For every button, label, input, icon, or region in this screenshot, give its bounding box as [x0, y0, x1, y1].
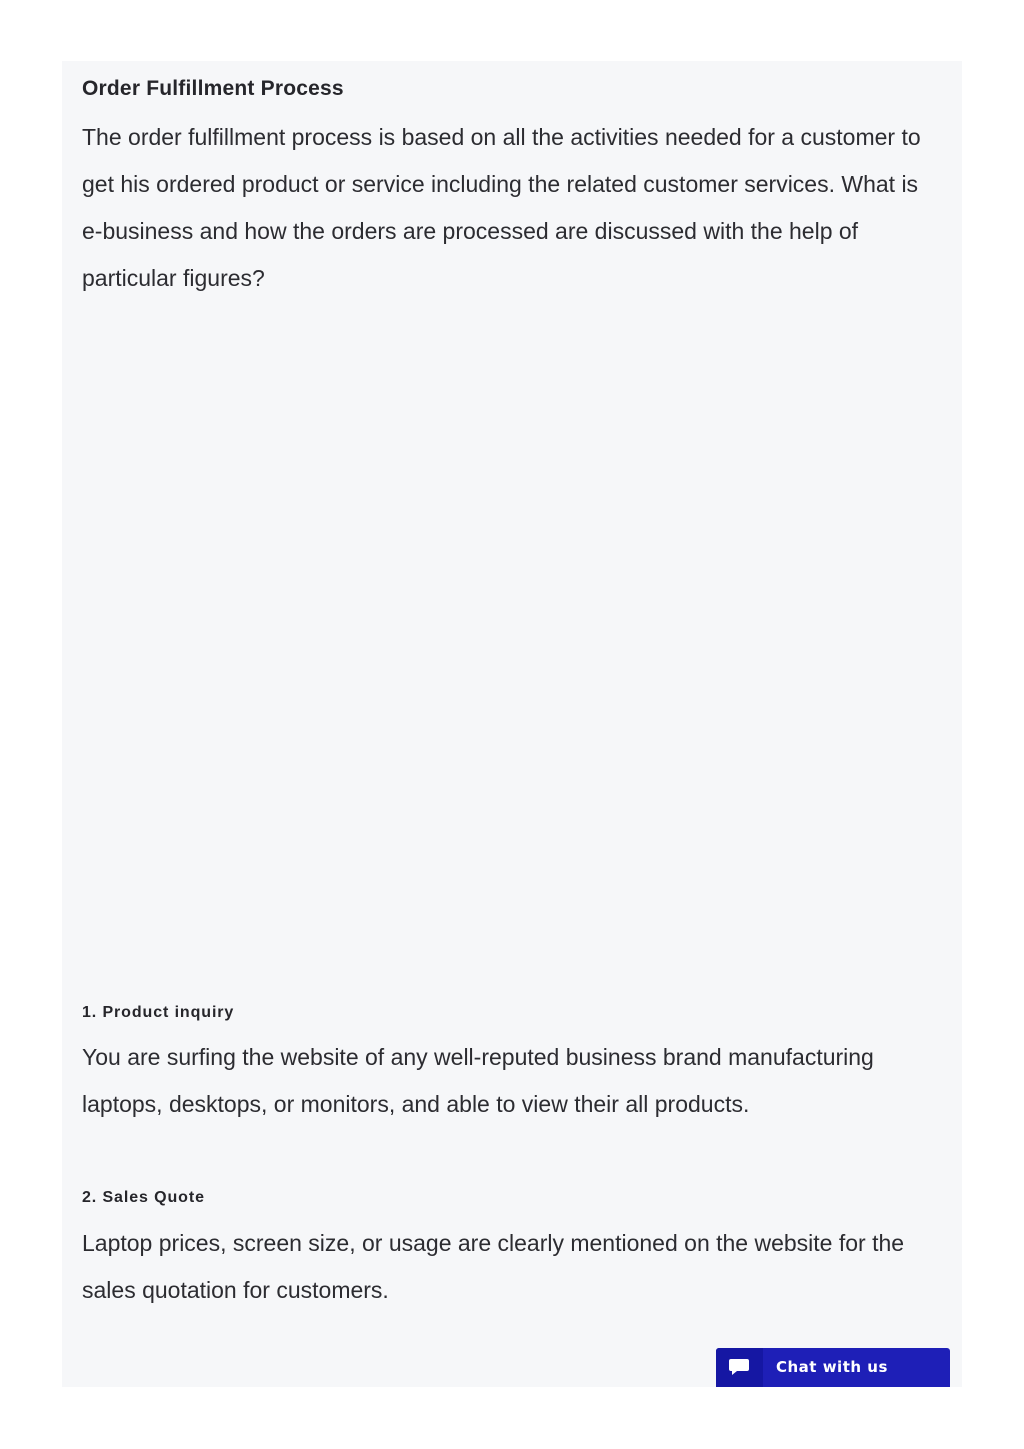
chat-label: Chat with us — [776, 1358, 888, 1376]
chat-with-us-button[interactable] — [716, 1348, 950, 1387]
chat-bubble-icon — [728, 1356, 750, 1378]
intro-paragraph: The order fulfillment process is based on all the activities needed for a customer to get his ordered product or service including the related customer services. What is e-business and how the orders are processed are discussed with the help of particular figures? — [82, 124, 921, 291]
section-heading-product-inquiry: 1. Product inquiry — [82, 1004, 235, 1021]
chat-icon-box — [716, 1348, 763, 1387]
section-body-product-inquiry: You are surfing the website of any well-reputed business brand manufacturing laptops, desktops, or monitors, and able to view their all products. — [82, 1044, 874, 1117]
article-title: Order Fulfillment Process — [82, 77, 344, 100]
section-body-sales-quote: Laptop prices, screen size, or usage are clearly mentioned on the website for the sales quotation for customers. — [82, 1230, 905, 1303]
article-card — [62, 61, 962, 1387]
section-heading-sales-quote: 2. Sales Quote — [82, 1189, 205, 1206]
